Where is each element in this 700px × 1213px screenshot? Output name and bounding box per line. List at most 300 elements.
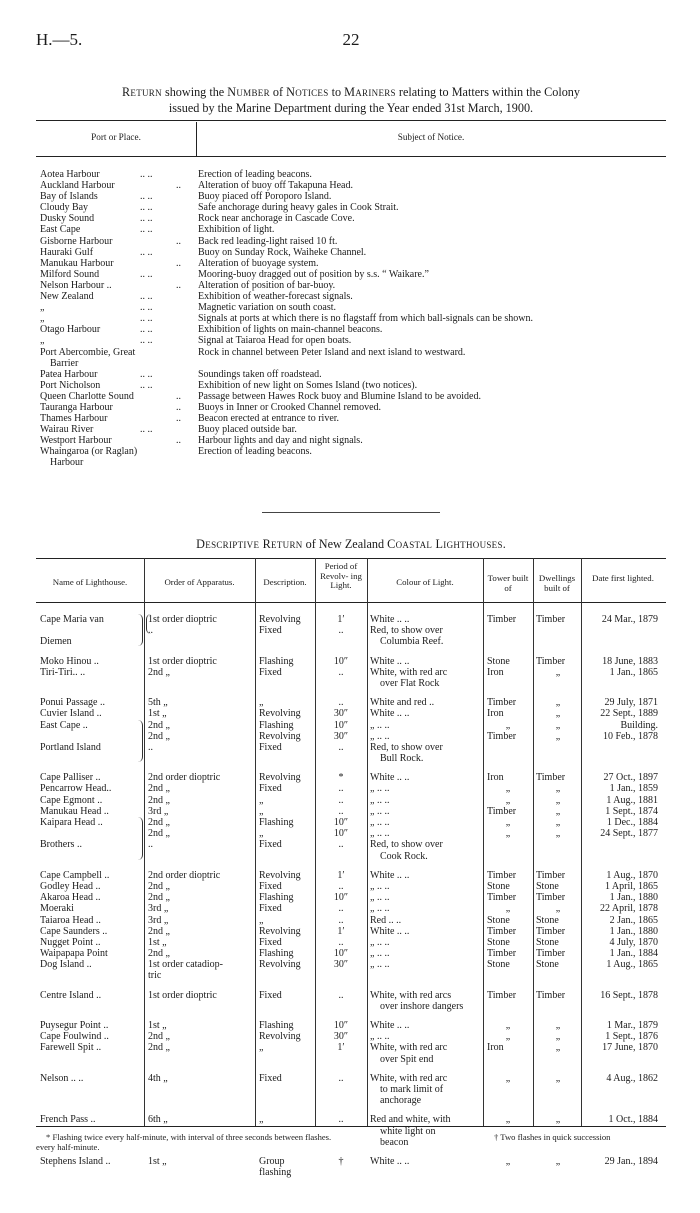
- table-row: [36, 269, 666, 280]
- light-colour: White .. ..: [370, 1020, 410, 1031]
- place-cell: Gisborne Harbour: [40, 235, 113, 247]
- table-row: [36, 191, 666, 202]
- tower-material: Iron: [487, 772, 504, 784]
- date-first-lighted: 1 Jan., 1880: [609, 892, 658, 904]
- dwellings-material: „: [555, 708, 561, 720]
- light-colour: „ .. ..: [370, 817, 390, 828]
- apparatus-order: 1st order dioptric: [148, 989, 217, 1001]
- tower-material: Iron: [487, 666, 504, 678]
- lighthouse-name: Moko Hinou ..: [40, 655, 99, 667]
- leader-dots: .. ..: [140, 291, 153, 303]
- date-first-lighted: 1 Sept., 1876: [605, 1031, 658, 1043]
- date-first-lighted: 1 Oct., 1884: [608, 1114, 658, 1126]
- light-colour: Red .. ..: [370, 914, 402, 926]
- dwellings-material: Timber: [536, 948, 566, 960]
- leader-dots: .. ..: [140, 313, 153, 325]
- lighthouse-name: Dog Island ..: [40, 959, 92, 971]
- table-row: [36, 870, 666, 881]
- apparatus-order: 5th „: [148, 697, 168, 709]
- table-row: [36, 402, 666, 413]
- tower-material: Stone: [487, 914, 510, 926]
- footnote-flashing: * Flashing twice every half-minute, with interval of three seconds between flashes. every half-minute.: [36, 1132, 332, 1152]
- footnote-two-flashes: † Two flashes in quick succession: [494, 1132, 611, 1142]
- tower-material: Iron: [487, 708, 504, 720]
- tower-material: Timber: [487, 730, 517, 742]
- lighthouse-name: Portland Island: [40, 741, 101, 753]
- lighthouse-name: Nelson .. ..: [40, 1072, 84, 1084]
- apparatus-order: 1st „: [148, 936, 167, 948]
- apparatus-order: ..: [148, 625, 153, 637]
- light-description: flashing: [259, 1167, 292, 1179]
- col-header-period: Period of Revolv- ing Light.: [320, 561, 362, 591]
- leader-dots: .. ..: [140, 202, 153, 214]
- light-colour: „ .. ..: [370, 719, 390, 731]
- lighthouse-name: Cape Egmont ..: [40, 794, 103, 806]
- apparatus-order: 2nd „: [148, 948, 170, 960]
- light-colour: „ .. ..: [370, 903, 390, 915]
- light-description: Flashing: [259, 655, 294, 667]
- lighthouse-name: Stephens Island ..: [40, 1155, 111, 1167]
- tower-material: „: [505, 1020, 511, 1031]
- table-row: [36, 369, 666, 380]
- revolution-period: ..: [338, 1072, 344, 1084]
- light-colour: over inshore dangers: [380, 1000, 464, 1012]
- light-description: Revolving: [259, 869, 301, 881]
- table-row: [36, 435, 666, 446]
- place-cell: „: [40, 335, 45, 347]
- light-colour: Red, to show over: [370, 839, 443, 851]
- lighthouse-name: Tiri-Tiri.. ..: [40, 666, 86, 678]
- lighthouse-name: Godley Head ..: [40, 880, 101, 892]
- date-first-lighted: 1 Dec., 1884: [606, 817, 658, 828]
- light-description: Flashing: [259, 1020, 294, 1031]
- light-colour: White .. ..: [370, 614, 410, 625]
- light-description: Revolving: [259, 730, 301, 742]
- subject-cell: Buoy placed outside bar.: [198, 424, 297, 436]
- dwellings-material: „: [555, 1042, 561, 1054]
- leader-dots: ..: [176, 413, 181, 425]
- table-row: [36, 280, 666, 291]
- table-row: [36, 742, 666, 753]
- dwellings-material: „: [555, 697, 561, 709]
- col-header-dwellings: Dwellings built of: [538, 573, 576, 593]
- dwellings-material: Timber: [536, 614, 566, 625]
- place-cell: Milford Sound: [40, 268, 100, 280]
- table-row: [36, 180, 666, 191]
- leader-dots: .. ..: [140, 335, 153, 347]
- place-cell: Barrier: [50, 357, 79, 369]
- place-cell: Harbour: [50, 457, 84, 469]
- date-first-lighted: 1 Aug., 1870: [606, 869, 658, 881]
- place-cell: Auckland Harbour: [40, 180, 115, 192]
- subject-cell: Back red leading-light raised 10 ft.: [198, 235, 338, 247]
- place-cell: Tauranga Harbour: [40, 401, 113, 413]
- table-row: [36, 236, 666, 247]
- lighthouse-name: Cape Saunders ..: [40, 925, 108, 937]
- place-cell: Westport Harbour: [40, 435, 112, 447]
- revolution-period: 10″: [333, 828, 349, 840]
- apparatus-order: 6th „: [148, 1114, 168, 1126]
- light-colour: White .. ..: [370, 655, 410, 667]
- date-first-lighted: Building.: [620, 719, 658, 731]
- light-description: „: [259, 805, 264, 817]
- tower-material: „: [505, 828, 511, 840]
- date-first-lighted: 4 July, 1870: [609, 936, 658, 948]
- subject-cell: Exhibition of light.: [198, 224, 275, 236]
- date-first-lighted: 2 Jan., 1865: [609, 914, 658, 926]
- light-colour: White and red ..: [370, 697, 435, 709]
- tower-material: „: [505, 1072, 511, 1084]
- revolution-period: 1′: [337, 1042, 345, 1054]
- subject-cell: Signals at ports at which there is no flagstaff from which ball-signals can be shown.: [198, 313, 534, 325]
- lighthouse-name: Waipapapa Point: [40, 948, 108, 960]
- date-first-lighted: 27 Oct., 1897: [603, 772, 658, 784]
- date-first-lighted: 1 Sept., 1874: [605, 805, 658, 817]
- tower-material: „: [505, 794, 511, 806]
- apparatus-order: 2nd „: [148, 1042, 170, 1054]
- table-row: [36, 990, 666, 1001]
- light-colour: Columbia Reef.: [380, 636, 444, 648]
- subject-cell: Signal at Taiaroa Head for open boats.: [198, 335, 352, 347]
- light-description: Flashing: [259, 719, 294, 731]
- revolution-period: 30″: [333, 708, 349, 720]
- table-row: [36, 828, 666, 839]
- dwellings-material: „: [555, 828, 561, 840]
- light-description: Revolving: [259, 959, 301, 971]
- row-spacer: [36, 982, 666, 990]
- table-row: [36, 720, 666, 731]
- apparatus-order: 3rd „: [148, 805, 169, 817]
- apparatus-order: 2nd „: [148, 880, 170, 892]
- revolution-period: ..: [338, 805, 344, 817]
- leader-dots: ..: [176, 390, 181, 402]
- light-colour: Red and white, with: [370, 1114, 451, 1126]
- table-row: [36, 302, 666, 313]
- apparatus-order: 1st order dioptric: [148, 655, 217, 667]
- place-cell: Nelson Harbour ..: [40, 279, 112, 291]
- table-row: [36, 851, 666, 862]
- subject-cell: Alteration of buoyage system.: [198, 257, 319, 269]
- place-cell: Otago Harbour: [40, 324, 101, 336]
- place-cell: Wairau River: [40, 424, 94, 436]
- table-rule: [36, 558, 666, 559]
- dwellings-material: „: [555, 1031, 561, 1043]
- date-first-lighted: 1 Mar., 1879: [606, 1020, 658, 1031]
- light-description: Revolving: [259, 772, 301, 784]
- date-first-lighted: 1 Jan., 1865: [609, 666, 658, 678]
- tower-material: Timber: [487, 614, 517, 625]
- row-spacer: [36, 689, 666, 697]
- section-separator: [262, 512, 440, 513]
- revolution-period: 10″: [333, 892, 349, 904]
- date-first-lighted: 1 Aug., 1865: [606, 959, 658, 971]
- light-colour: „ .. ..: [370, 805, 390, 817]
- table-row: [36, 313, 666, 324]
- apparatus-order: ..: [148, 741, 153, 753]
- revolution-period: 10″: [333, 948, 349, 960]
- place-cell: „: [40, 302, 45, 314]
- revolution-period: ..: [338, 794, 344, 806]
- date-first-lighted: 1 Jan., 1859: [609, 783, 658, 795]
- tower-material: Timber: [487, 805, 517, 817]
- light-description: Fixed: [259, 903, 282, 915]
- light-colour: „ .. ..: [370, 828, 390, 840]
- lighthouse-name: Pencarrow Head..: [40, 783, 112, 795]
- revolution-period: ..: [338, 783, 344, 795]
- place-cell: Queen Charlotte Sound: [40, 390, 134, 402]
- light-colour: Cook Rock.: [380, 850, 428, 862]
- tower-material: Stone: [487, 880, 510, 892]
- leader-dots: .. ..: [140, 424, 153, 436]
- light-description: Revolving: [259, 1031, 301, 1043]
- col-header-tower: Tower built of: [487, 573, 529, 593]
- light-colour: anchorage: [380, 1095, 422, 1107]
- leader-dots: ..: [176, 279, 181, 291]
- dwellings-material: „: [555, 783, 561, 795]
- apparatus-order: 2nd order dioptric: [148, 772, 221, 784]
- tower-material: Timber: [487, 989, 517, 1001]
- apparatus-order: 1st „: [148, 708, 167, 720]
- dwellings-material: „: [555, 1020, 561, 1031]
- revolution-period: ..: [338, 989, 344, 1001]
- tower-material: „: [505, 903, 511, 915]
- revolution-period: *: [338, 772, 344, 784]
- date-first-lighted: 16 Sept., 1878: [600, 989, 658, 1001]
- light-colour: „ .. ..: [370, 936, 390, 948]
- light-colour: over Spit end: [380, 1053, 434, 1065]
- table-row: [36, 667, 666, 678]
- apparatus-order: 2nd „: [148, 817, 170, 828]
- subject-cell: Magnetic variation on south coast.: [198, 302, 337, 314]
- table-row: [36, 625, 666, 636]
- revolution-period: 10″: [333, 655, 349, 667]
- light-description: Fixed: [259, 989, 282, 1001]
- table-row: [36, 915, 666, 926]
- apparatus-order: 3rd „: [148, 903, 169, 915]
- date-first-lighted: 24 Sept., 1877: [600, 828, 658, 840]
- light-colour: white light on: [380, 1125, 436, 1137]
- revolution-period: ..: [338, 903, 344, 915]
- subject-cell: Beacon erected at entrance to river.: [198, 413, 340, 425]
- apparatus-order: 1st „: [148, 1155, 167, 1167]
- place-cell: East Cape: [40, 224, 81, 236]
- revolution-period: ..: [338, 741, 344, 753]
- tower-material: „: [505, 1114, 511, 1126]
- page-number: 22: [342, 30, 360, 49]
- light-colour: White, with red arc: [370, 1042, 448, 1054]
- subject-cell: Alteration of position of bar-buoy.: [198, 279, 336, 291]
- tower-material: Timber: [487, 869, 517, 881]
- table-row: [36, 1114, 666, 1125]
- return2-title: Descriptive Return of New Zealand Coastal Lighthouses.: [196, 537, 506, 551]
- dwellings-material: „: [555, 1072, 561, 1084]
- revolution-period: ..: [338, 880, 344, 892]
- tower-material: „: [505, 1155, 511, 1167]
- light-colour: White .. ..: [370, 772, 410, 784]
- table-row: [36, 335, 666, 346]
- table-row: [36, 839, 666, 850]
- table-rule: [36, 156, 666, 157]
- tower-material: „: [505, 783, 511, 795]
- leader-dots: .. ..: [140, 324, 153, 336]
- subject-cell: Alteration of buoy off Takapuna Head.: [198, 180, 353, 192]
- lighthouse-name: Akaroa Head ..: [40, 892, 101, 904]
- light-description: Fixed: [259, 783, 282, 795]
- leader-dots: .. ..: [140, 191, 153, 203]
- light-colour: White, with red arc: [370, 666, 448, 678]
- table-row: [36, 937, 666, 948]
- lighthouse-name: Cape Maria van: [40, 614, 104, 625]
- date-first-lighted: 22 April, 1878: [599, 903, 658, 915]
- apparatus-order: 4th „: [148, 1072, 168, 1084]
- row-spacer: [36, 1065, 666, 1073]
- table-row: [36, 391, 666, 402]
- light-colour: White .. ..: [370, 708, 410, 720]
- leader-dots: .. ..: [140, 379, 153, 391]
- apparatus-order: 2nd „: [148, 828, 170, 840]
- subject-cell: Soundings taken off roadstead.: [198, 368, 322, 380]
- table-row: [36, 753, 666, 764]
- apparatus-order: 2nd order dioptric: [148, 869, 221, 881]
- light-description: „: [259, 794, 264, 806]
- date-first-lighted: 1 Jan., 1884: [609, 948, 658, 960]
- tower-material: „: [505, 719, 511, 731]
- subject-cell: Exhibition of weather-forecast signals.: [198, 291, 353, 303]
- lighthouse-name: Kaipara Head ..: [40, 817, 103, 828]
- table-row: [36, 224, 666, 235]
- table-row: [36, 413, 666, 424]
- table-row: [36, 347, 666, 358]
- lighthouse-name: Cape Palliser ..: [40, 772, 101, 784]
- light-description: „: [259, 828, 264, 840]
- table-row: [36, 1095, 666, 1106]
- dwellings-material: „: [555, 1155, 561, 1167]
- table-row: [36, 424, 666, 435]
- table-row: [36, 697, 666, 708]
- lighthouse-rows: [36, 614, 666, 1178]
- table-row-continued: [36, 457, 666, 468]
- tower-material: Stone: [487, 655, 510, 667]
- return1-title: Return showing the Number of Notices to Mariners relating to Matters within the Colony issued by the Marine Department during the Year ended 31st March, 1900.: [121, 85, 580, 115]
- table-row-continued: [36, 358, 666, 369]
- leader-dots: .. ..: [140, 213, 153, 225]
- dwellings-material: Stone: [536, 959, 559, 971]
- lighthouse-name: Cuvier Island ..: [40, 708, 102, 720]
- table-row: [36, 380, 666, 391]
- place-cell: Thames Harbour: [40, 413, 108, 425]
- tower-material: Timber: [487, 892, 517, 904]
- dwellings-material: „: [555, 730, 561, 742]
- date-first-lighted: 4 Aug., 1862: [606, 1072, 658, 1084]
- col-header-subject: Subject of Notice.: [397, 132, 465, 142]
- notices-table: [36, 120, 666, 488]
- lighthouse-name: Puysegur Point ..: [40, 1020, 109, 1031]
- lighthouse-name: Diemen: [40, 636, 72, 648]
- light-colour: White, with red arc: [370, 1072, 448, 1084]
- subject-cell: Harbour lights and day and night signals.: [198, 435, 363, 447]
- apparatus-order: 2nd „: [148, 719, 170, 731]
- table-row: [36, 772, 666, 783]
- subject-cell: Erection of leading beacons.: [198, 446, 312, 458]
- table-row: [36, 1042, 666, 1053]
- table-row: [36, 970, 666, 981]
- col-header-place: Port or Place.: [91, 132, 141, 142]
- lighthouse-name: Ponui Passage ..: [40, 697, 105, 709]
- date-first-lighted: 22 Sept., 1889: [600, 708, 658, 720]
- place-cell: Manukau Harbour: [40, 257, 114, 269]
- light-colour: „ .. ..: [370, 948, 390, 960]
- table-row: [36, 291, 666, 302]
- lighthouse-name: Farewell Spit ..: [40, 1042, 102, 1054]
- col-header-name: Name of Lighthouse.: [52, 577, 128, 587]
- col-header-date: Date first lighted.: [592, 573, 654, 583]
- table-row: [36, 213, 666, 224]
- leader-dots: ..: [176, 180, 181, 192]
- apparatus-order: 1st order catadiop-: [148, 959, 223, 971]
- light-description: „: [259, 697, 264, 709]
- leader-dots: ..: [176, 435, 181, 447]
- notices-rows: [36, 169, 666, 469]
- light-description: Revolving: [259, 614, 301, 625]
- revolution-period: 10″: [333, 1020, 349, 1031]
- table-rule: [36, 120, 666, 121]
- col-header-order: Order of Apparatus.: [164, 577, 235, 587]
- subject-cell: Buoy on Sunday Rock, Waiheke Channel.: [198, 246, 367, 258]
- light-description: „: [259, 1042, 264, 1054]
- table-row: [36, 948, 666, 959]
- apparatus-order: 2nd „: [148, 730, 170, 742]
- date-first-lighted: 1 April, 1865: [604, 880, 658, 892]
- tower-material: „: [505, 817, 511, 828]
- apparatus-order: tric: [148, 970, 162, 982]
- dwellings-material: Stone: [536, 880, 559, 892]
- revolution-period: ..: [338, 1114, 344, 1126]
- tower-material: „: [505, 1031, 511, 1043]
- light-description: Revolving: [259, 925, 301, 937]
- table-row: [36, 202, 666, 213]
- light-colour: „ .. ..: [370, 730, 390, 742]
- table-row: [36, 1020, 666, 1031]
- table-row: [36, 446, 666, 457]
- row-spacer: [36, 1012, 666, 1020]
- light-colour: White .. ..: [370, 869, 410, 881]
- place-cell: Dusky Sound: [40, 213, 95, 225]
- tower-material: Iron: [487, 1042, 504, 1054]
- revolution-period: 10″: [333, 817, 349, 828]
- lighthouse-name: Cape Foulwind ..: [40, 1031, 109, 1043]
- subject-cell: Buoys in Inner or Crooked Channel removed.: [198, 401, 382, 413]
- table-row: [36, 1031, 666, 1042]
- row-spacer: [36, 862, 666, 870]
- dwellings-material: Stone: [536, 936, 559, 948]
- tower-material: Timber: [487, 697, 517, 709]
- subject-cell: Safe anchorage during heavy gales in Cook Strait.: [198, 202, 399, 214]
- dwellings-material: Timber: [536, 892, 566, 904]
- table-row: [36, 806, 666, 817]
- light-description: Revolving: [259, 708, 301, 720]
- light-colour: „ .. ..: [370, 892, 390, 904]
- apparatus-order: 2nd „: [148, 1031, 170, 1043]
- subject-cell: Rock in channel between Peter Island and next island to westward.: [198, 346, 466, 358]
- subject-cell: Rock near anchorage in Cascade Cove.: [198, 213, 355, 225]
- table-row: [36, 656, 666, 667]
- place-cell: Port Abercombie, Great: [40, 346, 136, 358]
- leader-dots: ..: [176, 257, 181, 269]
- tower-material: Timber: [487, 948, 517, 960]
- table-rule: [36, 602, 666, 603]
- dwellings-material: „: [555, 666, 561, 678]
- dwellings-material: Timber: [536, 925, 566, 937]
